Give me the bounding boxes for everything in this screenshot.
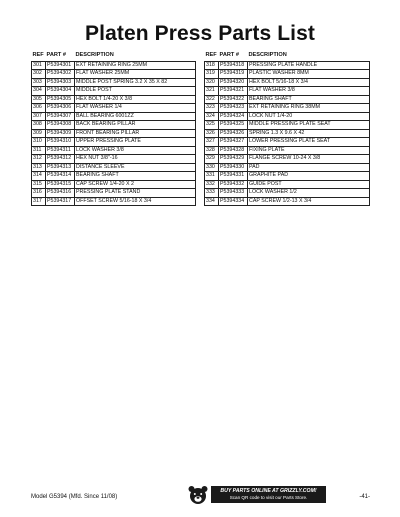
part-number-cell: P5394317 [46,197,75,206]
description-cell: MIDDLE POST SPRING 3.2 X 35 X 82 [75,78,196,87]
description-cell: UPPER PRESSING PLATE [75,138,196,147]
description-cell: BALL BEARING 6001ZZ [75,112,196,121]
table-row [32,146,196,155]
ref-cell: 315 [32,180,46,189]
table-row [32,104,196,113]
part-number-cell: P5394315 [46,180,75,189]
buy-parts-banner[interactable] [211,486,326,503]
ref-cell: 311 [32,146,46,155]
description-cell: GRAPHITE PAD [248,172,370,181]
banner-headline: BUY PARTS ONLINE AT GRIZZLY.COM! [220,488,317,494]
description-cell: MIDDLE POST [75,87,196,96]
table-row [205,87,370,96]
description-cell: CAP SCREW 1/2-13 X 3/4 [248,197,370,206]
description-cell: FLAT WASHER 25MM [75,70,196,79]
description-cell: LOWER PRESSING PLATE SEAT [248,138,370,147]
table-row [32,155,196,164]
table-row [32,129,196,138]
table-row [32,70,196,79]
part-number-cell: P5394328 [219,146,248,155]
part-number-cell: P5394304 [46,87,75,96]
part-number-cell: P5394305 [46,95,75,104]
table-row [205,146,370,155]
ref-cell: 312 [32,155,46,164]
description-header: DESCRIPTION [75,52,114,58]
description-cell: BEARING SHAFT [75,172,196,181]
part-number-cell: P5394321 [219,87,248,96]
part-number-cell: P5394333 [219,189,248,198]
ref-cell: 327 [205,138,219,147]
description-cell: EXT RETAINING RING 25MM [75,61,196,70]
part-number-cell: P5394331 [219,172,248,181]
table-row [205,129,370,138]
description-cell: HEX NUT 3/8"-16 [75,155,196,164]
description-cell: FLANGE SCREW 10-24 X 3/8 [248,155,370,164]
ref-header: REF [205,52,217,58]
table-row [205,112,370,121]
ref-cell: 303 [32,78,46,87]
description-cell: OFFSET SCREW 5/16-18 X 3/4 [75,197,196,206]
part-number-cell: P5394318 [219,61,248,70]
ref-cell: 323 [205,104,219,113]
part-number-cell: P5394309 [46,129,75,138]
banner-subline: Scan QR code to visit our Parts Store. [229,495,308,500]
ref-cell: 319 [205,70,219,79]
table-row [32,138,196,147]
table-row [205,172,370,181]
description-cell: FRONT BEARING PILLAR [75,129,196,138]
table-row [205,155,370,164]
description-cell: EXT RETAINING RING 38MM [248,104,370,113]
table-row [205,78,370,87]
table-row [32,112,196,121]
part-number-cell: P5394332 [219,180,248,189]
part-number-cell: P5394306 [46,104,75,113]
description-cell: MIDDLE PRESSING PLATE SEAT [248,121,370,130]
table-row [205,104,370,113]
ref-cell: 321 [205,87,219,96]
ref-cell: 313 [32,163,46,172]
table-row [205,189,370,198]
description-cell: SPRING 1.3 X 9.6 X 42 [248,129,370,138]
part-number-cell: P5394324 [219,112,248,121]
ref-cell: 301 [32,61,46,70]
ref-cell: 314 [32,172,46,181]
ref-cell: 309 [32,129,46,138]
table-row [205,121,370,130]
ref-cell: 324 [205,112,219,121]
part-header: PART # [219,52,239,58]
ref-cell: 316 [32,189,46,198]
part-number-cell: P5394323 [219,104,248,113]
ref-cell: 318 [205,61,219,70]
ref-cell: 307 [32,112,46,121]
parts-table-right [204,52,370,206]
ref-cell: 306 [32,104,46,113]
part-number-cell: P5394307 [46,112,75,121]
description-cell: HEX BOLT 1/4-20 X 3/8 [75,95,196,104]
part-number-cell: P5394314 [46,172,75,181]
ref-cell: 332 [205,180,219,189]
ref-cell: 331 [205,172,219,181]
table-row [205,163,370,172]
ref-cell: 329 [205,155,219,164]
description-cell: BEARING SHAFT [248,95,370,104]
ref-cell: 328 [205,146,219,155]
table-row [205,95,370,104]
description-cell: FLAT WASHER 1/4 [75,104,196,113]
grizzly-bear-logo-icon [187,485,209,505]
page-number: -41- [359,494,370,500]
ref-cell: 330 [205,163,219,172]
ref-cell: 308 [32,121,46,130]
table-row [32,163,196,172]
ref-header: REF [32,52,44,58]
part-number-cell: P5394326 [219,129,248,138]
part-number-cell: P5394301 [46,61,75,70]
part-number-cell: P5394325 [219,121,248,130]
table-row [32,78,196,87]
part-number-cell: P5394322 [219,95,248,104]
ref-cell: 302 [32,70,46,79]
ref-cell: 305 [32,95,46,104]
part-number-cell: P5394316 [46,189,75,198]
description-cell: CAP SCREW 1/4-20 X 2 [75,180,196,189]
ref-cell: 304 [32,87,46,96]
description-cell: FIXING PLATE [248,146,370,155]
table-row [32,180,196,189]
description-cell: HEX BOLT 5/16-18 X 3/4 [248,78,370,87]
part-number-cell: P5394334 [219,197,248,206]
description-cell: GUIDE POST [248,180,370,189]
ref-cell: 333 [205,189,219,198]
part-number-cell: P5394310 [46,138,75,147]
description-cell: FLAT WASHER 3/8 [248,87,370,96]
description-cell: LOCK WASHER 3/8 [75,146,196,155]
table-header-row [205,52,370,61]
ref-cell: 325 [205,121,219,130]
table-row [32,121,196,130]
description-header: DESCRIPTION [248,52,287,58]
table-row [205,197,370,206]
description-cell: LOCK WASHER 1/2 [248,189,370,198]
ref-cell: 326 [205,129,219,138]
table-row [205,61,370,70]
part-number-cell: P5394313 [46,163,75,172]
ref-cell: 334 [205,197,219,206]
table-row [32,61,196,70]
description-cell: PRESSING PLATE STAND [75,189,196,198]
description-cell: LOCK NUT 1/4-20 [248,112,370,121]
part-number-cell: P5394308 [46,121,75,130]
part-number-cell: P5394329 [219,155,248,164]
table-row [32,172,196,181]
description-cell: PRESSING PLATE HANDLE [248,61,370,70]
description-cell: DISTANCE SLEEVE [75,163,196,172]
part-header: PART # [46,52,66,58]
model-footer: Model G5394 (Mfd. Since 11/08) [31,494,118,500]
table-row [205,180,370,189]
part-number-cell: P5394302 [46,70,75,79]
part-number-cell: P5394330 [219,163,248,172]
table-row [32,197,196,206]
table-row [205,138,370,147]
page-title: Platen Press Parts List [85,22,315,45]
ref-cell: 317 [32,197,46,206]
parts-table-left [31,52,196,206]
part-number-cell: P5394327 [219,138,248,147]
ref-cell: 322 [205,95,219,104]
table-header-row [32,52,196,61]
table-row [32,189,196,198]
description-cell: PAD [248,163,370,172]
description-cell: BACK BEARING PILLAR [75,121,196,130]
part-number-cell: P5394319 [219,70,248,79]
part-number-cell: P5394311 [46,146,75,155]
part-number-cell: P5394312 [46,155,75,164]
table-row [205,70,370,79]
part-number-cell: P5394303 [46,78,75,87]
table-row [32,87,196,96]
part-number-cell: P5394320 [219,78,248,87]
description-cell: PLASTIC WASHER 8MM [248,70,370,79]
ref-cell: 320 [205,78,219,87]
ref-cell: 310 [32,138,46,147]
table-row [32,95,196,104]
